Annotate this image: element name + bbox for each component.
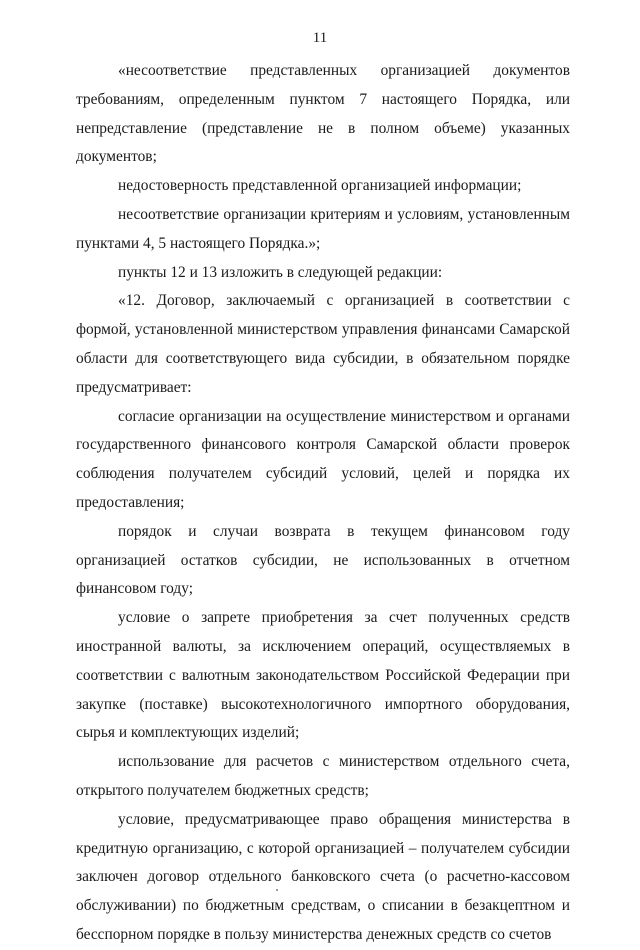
paragraph-7: порядок и случаи возврата в текущем финансовом году организацией остатков субсидии, не использованных в отчетном финансовом году;	[76, 522, 570, 598]
page-number: 11	[312, 30, 328, 46]
paragraph-2: недостоверность представленной организацией информации;	[118, 177, 522, 195]
paragraph-9: использование для расчетов с министерством отдельного счета, открытого получателем бюджетных средств;	[76, 753, 570, 799]
paragraph-6: согласие организации на осуществление министерством и органами государственного финансового контроля Самарской области проверок соблюдения получателем субсидий условий, целей и порядка их предоставления;	[76, 407, 570, 511]
paragraph-5: «12. Договор, заключаемый с организацией в соответствии с формой, установленной министерством управления финансами Самарской области для соответствующего вида субсидии, в обязательном порядке предусматривает:	[76, 292, 570, 396]
paragraph-8: условие о запрете приобретения за счет полученных средств иностранной валюты, за исключением операций, осуществляемых в соответствии с валютным законодательством Российской Федерации при закупке (поставке) высокотехнологичного импортного оборудования, сырья и комплектующих изделий;	[76, 609, 570, 742]
paragraph-3: несоответствие организации критериям и условиям, установленным пунктами 4, 5 настоящего Порядка.»;	[76, 205, 570, 252]
scan-speck	[276, 889, 278, 891]
document-body	[76, 57, 570, 950]
paragraph-10: условие, предусматривающее право обращения министерства в кредитную организацию, с которой организацией – получателем субсидии заключен договор отдельного банковского счета (о расчетно-кассовом обслуживании) по бюджетным средствам, о списании в безакцептном и бесспорном порядке в пользу министерства денежных средств со счетов	[76, 810, 570, 943]
paragraph-4: пункты 12 и 13 изложить в следующей редакции:	[118, 263, 443, 281]
paragraph-1: «несоответствие представленных организацией документов требованиям, определенным пунктом 7 настоящего Порядка, или непредставление (представление не в полном объеме) указанных документов;	[76, 62, 570, 166]
